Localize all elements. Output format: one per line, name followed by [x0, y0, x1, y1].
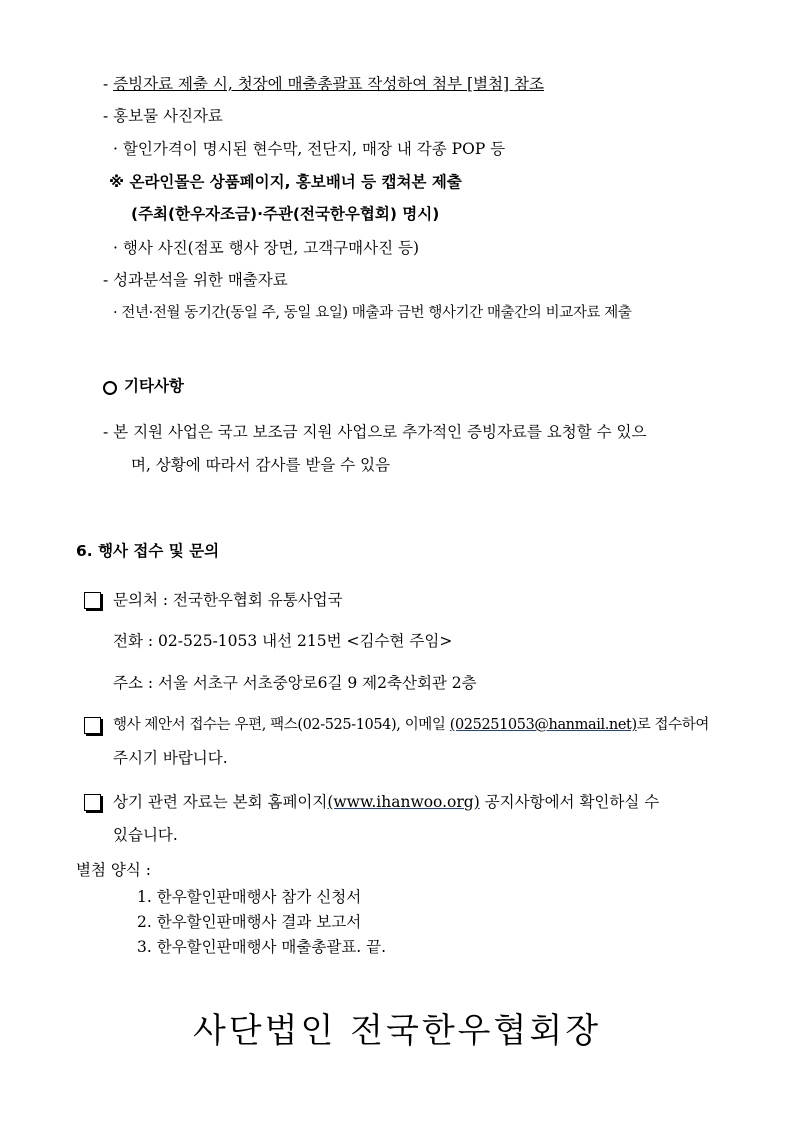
submit-line-2: 주시기 바랍니다. [113, 749, 228, 767]
evidence-item-3: - 성과분석을 위한 매출자료 [103, 271, 288, 289]
submit-line: 행사 제안서 접수는 우편, 팩스(02-525-1054), 이메일 (025251053@hanmail.net)로 접수하여 [113, 717, 709, 733]
attachment-item: 3. 한우할인판매행사 매출총괄표. 끝. [137, 938, 387, 956]
evidence-item-3-sub: · 전년·전월 동기간(동일 주, 동일 요일) 매출과 금번 행사기간 매출간의 비교자료 제출 [113, 305, 632, 321]
attachment-item: 2. 한우할인판매행사 결과 보고서 [137, 913, 362, 931]
web-line-2: 있습니다. [113, 826, 178, 844]
other-line-1: - 본 지원 사업은 국고 보조금 지원 사업으로 추가적인 증빙자료를 요청할 수 있으 [103, 423, 647, 441]
circle-bullet-icon [103, 381, 117, 395]
other-heading: 기타사항 [124, 377, 184, 395]
email-link[interactable]: (025251053@hanmail.net) [449, 717, 637, 733]
closing-signature: 사단법인 전국한우협회장 [192, 1011, 602, 1051]
web-line: 상기 관련 자료는 본회 홈페이지(www.ihanwoo.org) 공지사항에서 확인하실 수 [113, 793, 660, 811]
evidence-item-2: - 홍보물 사진자료 [103, 107, 223, 125]
section-6-title: 6. 행사 접수 및 문의 [76, 542, 220, 560]
phone-line: 전화 : 02-525-1053 내선 215번 <김수현 주임> [113, 632, 453, 650]
contact-line: 문의처 : 전국한우협회 유통사업국 [113, 591, 343, 609]
checkbox-square-icon [84, 592, 101, 609]
evidence-item-2-sub-2: · 행사 사진(점포 행사 장면, 고객구매사진 등) [113, 239, 420, 257]
website-link[interactable]: (www.ihanwoo.org) [327, 793, 480, 811]
online-note: ※ 온라인몰은 상품페이지, 홍보배너 등 캡쳐본 제출 [109, 173, 462, 191]
evidence-item-1-text: 증빙자료 제출 시, 첫장에 매출총괄표 작성하여 첨부 [별첨] 참조 [113, 75, 544, 93]
other-line-2: 며, 상황에 따라서 감사를 받을 수 있음 [131, 456, 391, 474]
checkbox-square-icon [84, 717, 101, 734]
evidence-item-2-sub-1: · 할인가격이 명시된 현수막, 전단지, 매장 내 각종 POP 등 [113, 140, 506, 158]
attachments-label: 별첨 양식 : [76, 861, 151, 879]
checkbox-square-icon [84, 794, 101, 811]
attachment-item: 1. 한우할인판매행사 참가 신청서 [137, 888, 362, 906]
evidence-item-1: - 증빙자료 제출 시, 첫장에 매출총괄표 작성하여 첨부 [별첨] 참조 [103, 75, 544, 93]
online-note-2: (주최(한우자조금)·주관(전국한우협회) 명시) [131, 205, 440, 223]
address-line: 주소 : 서울 서초구 서초중앙로6길 9 제2축산회관 2층 [113, 674, 477, 692]
